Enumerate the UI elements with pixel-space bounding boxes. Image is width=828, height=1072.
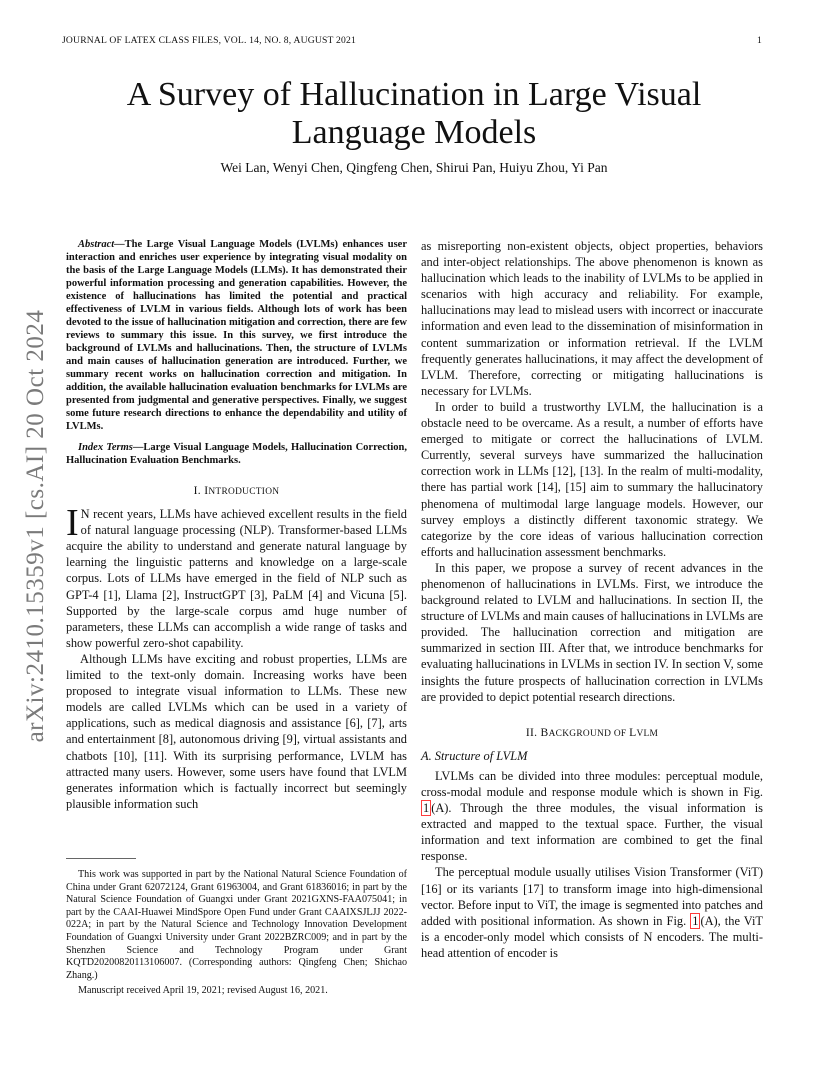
footnote-funding: This work was supported in part by the National Natural Science Foundation of China under Grant 62072124, Grant 61963004, and Grant 61836016; in part by the Natural Science Foundation of Guangxi under Grant 2021GXNS-FAA075041; in part by the CAAI-Huawei MindSpore Open Fund under Grant CAAIXSJLJJ 2022-022A; in part by the Natural Science and Technology Innovation Development Foundation of Guangxi University under Grant 2022BZRC009; and in part by the Shenzhen Science and Technology Program under Grant KQTD20200820113106007. (Corresponding authors: Qingfeng Chen; Shichao Zhang.) — [66, 869, 407, 981]
section-heading-introduction — [66, 483, 407, 500]
footnote-manuscript: Manuscript received April 19, 2021; revised August 16, 2021. — [78, 985, 328, 997]
text-run: aim to summary the hallucinatory phenomena of multimodal large language models. However, our survey employs a distinctly different taxonomic strategy. We categorize by the core ideas of various hallucination correction efforts and hallucination assessment benchmarks. — [421, 480, 763, 559]
citation-link[interactable]: [14] — [537, 480, 558, 495]
arxiv-stamp — [20, 296, 52, 756]
intro-paragraph-2 — [66, 651, 407, 812]
citation-link[interactable]: [9] — [282, 732, 297, 747]
footnote — [66, 869, 407, 998]
subsection-heading: A. Structure of LVLM — [421, 748, 528, 763]
drop-cap: I — [66, 502, 79, 545]
text-run: , — [359, 716, 368, 731]
running-header: JOURNAL OF LATEX CLASS FILES, VOL. 14, NO. 8, AUGUST 2021 — [62, 35, 356, 46]
section-smallcaps: ACKGROUND OF — [548, 728, 630, 739]
arxiv-stamp-text: arXiv:2410.15359v1 [cs.AI] 20 Oct 2024 — [22, 309, 49, 743]
text-run: , InstructGPT — [176, 587, 251, 602]
text-run: (A), the ViT is a encoder-only model which consists of N encoders. The multi-head attention of encoder is — [421, 913, 763, 960]
text-run: to transform image into high-dimensional vector. Before input to ViT, the image is segmented into patches and added with positional information. As shown in Fig. — [421, 881, 763, 928]
text-run: In order to build a trustworthy LVLM, the hallucination is a obstacle need to be overcame. As a result, a number of efforts have emerged to mitigate or correct the hallucinations of LVLM. Currently, several surveys have summarized the hallucination correction work in LLMs — [421, 399, 763, 479]
citation-link[interactable]: [15] — [565, 480, 586, 495]
text-run: LVLMs can be divided into three modules: perceptual module, cross-modal module and response module which is shown in Fig. — [421, 768, 763, 799]
right-paragraph-3: In this paper, we propose a survey of recent advances in the phenomenon of hallucinations in LVLMs. First, we introduce the background related to LVLM and hallucinations. In section II, the structure of LVLMs and main causes of hallucinations in LVLMs are provided. The hallucination correction and mitigation are summarized in section III. After that, we introduce benchmarks for evaluating hallucinations in LVLMs in section IV. In section V, some insights the future prospects of hallucination correction in LVLMs are provided to depict potential research directions. — [421, 560, 763, 704]
citation-link[interactable]: [11] — [143, 748, 165, 763]
text-run: , — [557, 480, 566, 495]
intro-paragraph-1 — [66, 502, 407, 651]
right-paragraph-5 — [421, 864, 763, 961]
citation-link[interactable]: [2] — [162, 587, 177, 602]
section-heading-background — [421, 725, 763, 742]
text-run: , Llama — [117, 587, 162, 602]
text-run: , autonomous driving — [173, 732, 283, 747]
abstract-text: —The Large Visual Language Models (LVLMs) enhances user interaction and enriches user experience by integrating visual modality on the basis of the Large Language Models (LLMs). It has demonstrated their powerful information processing and generation capabilities. However, the existence of hallucinations has limited the potential and practical effectiveness of LVLM in various fields. Although lots of work has been devoted to the issue of hallucination mitigation and correction, there are few reviews to summary this issue. In this survey, we first introduce the background of LVLMs and hallucinations. Then, the structure of LVLMs and main causes of hallucination generation are introduced. Further, we summary recent works on hallucination correction and mitigation. In addition, the available hallucination evaluation benchmarks for LVLMs are presented from judgmental and generative perspectives. Finally, we suggest some future research directions to enhance the dependability and utility of LVLMs. — [66, 239, 407, 432]
text-run: N recent years, LLMs have achieved excellent results in the field of natural language processing (NLP). Transformer-based LLMs acquire the ability to understand and generate natural language by learning the linguistic patterns and knowledge on a large-scale corpus. Lots of LLMs have emerged in the field of NLP such as GPT-4 — [66, 507, 407, 602]
citation-link[interactable]: [16] — [421, 881, 442, 896]
citation-link[interactable]: [4] — [308, 587, 323, 602]
text-run: (A). Through the three modules, the visual information is extracted and mapped to the textual space. Further, the visual information and text information are combined to get the final response. — [421, 801, 763, 864]
text-run: , virtual assistants and chatbots — [66, 732, 407, 763]
text-run: Although LLMs have exciting and robust properties, LLMs are limited to the text-only domain. Increasing works have been proposed to integrate visual information to LLMs. These new models are called LVLMs which can be used in a variety of applications, such as medical diagnosis and assistance — [66, 651, 407, 731]
author-list: Wei Lan, Wenyi Chen, Qingfeng Chen, Shirui Pan, Huiyu Zhou, Yi Pan — [220, 160, 608, 175]
citation-link[interactable]: [5] — [389, 587, 404, 602]
citation-link[interactable]: [10] — [113, 748, 135, 763]
text-run: . With its surprising performance, LVLM has attracted many users. However, some users have found that LVLM generates information which is factually incorrect but seemingly plausible information such — [66, 748, 407, 811]
section-smallcaps: NTRODUCTION — [208, 487, 280, 497]
section-numeral: II. — [525, 725, 541, 739]
citation-link[interactable]: [3] — [250, 587, 265, 602]
abstract — [66, 238, 407, 433]
citation-link[interactable]: [8] — [158, 732, 174, 747]
section-initial: I — [204, 484, 209, 497]
text-run: and Vicuna — [322, 587, 390, 602]
left-column — [66, 238, 407, 812]
figure-link[interactable]: 1 — [423, 801, 430, 816]
paper-title: A Survey of Hallucination in Large Visual Language Models — [126, 76, 702, 151]
text-run: or its variants — [441, 881, 524, 896]
right-paragraph-1: as misreporting non-existent objects, object properties, behaviors and inter-object relationships. The above phenomenon is known as hallucination which leads to the inability of LVLMs to be applied in scenarios with high accuracy and reliability. For example, hallucinations may lead to mislead users with incorrect or inaccurate information and even lead to the dissemination of misinformation in content summarization or information retrieval. If the LVLM frequently generates hallucinations, it may affect the development of LVLM. Therefore, correcting or mitigating hallucinations is necessary for LVLMs. — [421, 239, 763, 398]
section-smallcaps: VLM — [636, 728, 659, 739]
citation-link[interactable]: [17] — [523, 881, 544, 896]
index-terms-text: —Large Visual Language Models, Hallucination Correction, Hallucination Evaluation Benchmarks. — [66, 442, 407, 466]
right-column — [421, 238, 763, 961]
citation-link[interactable]: [6] — [345, 716, 360, 731]
citation-link[interactable]: [12] — [552, 464, 573, 479]
section-numeral: I. — [193, 484, 205, 497]
right-paragraph-2 — [421, 399, 763, 560]
section-initial: B — [540, 725, 549, 739]
text-run: . In the realm of multi-modality, there has partial work — [421, 464, 763, 495]
footnote-rule — [66, 858, 136, 859]
text-run: , PaLM — [264, 587, 309, 602]
text-run: , — [572, 464, 580, 479]
text-run: , arts and entertainment — [66, 716, 408, 747]
figure-link[interactable]: 1 — [692, 913, 699, 928]
abstract-label: Abstract — [78, 239, 115, 250]
text-run: , — [134, 748, 144, 763]
right-paragraph-4 — [421, 768, 763, 865]
citation-link[interactable]: [7] — [367, 716, 382, 731]
section-initial: L — [629, 725, 637, 739]
citation-link[interactable]: [1] — [103, 587, 118, 602]
text-run: The perceptual module usually utilises Vision Transformer (ViT) — [435, 865, 763, 880]
index-terms-label: Index Terms — [78, 442, 133, 453]
page-number: 1 — [757, 35, 762, 46]
text-run: . Supported by the large-scale corpus amd huge number of parameters, these LLMs can accomplish a wide range of tasks and show powerful zero-shot capability. — [66, 587, 407, 650]
index-terms — [66, 441, 407, 467]
citation-link[interactable]: [13] — [579, 464, 601, 479]
